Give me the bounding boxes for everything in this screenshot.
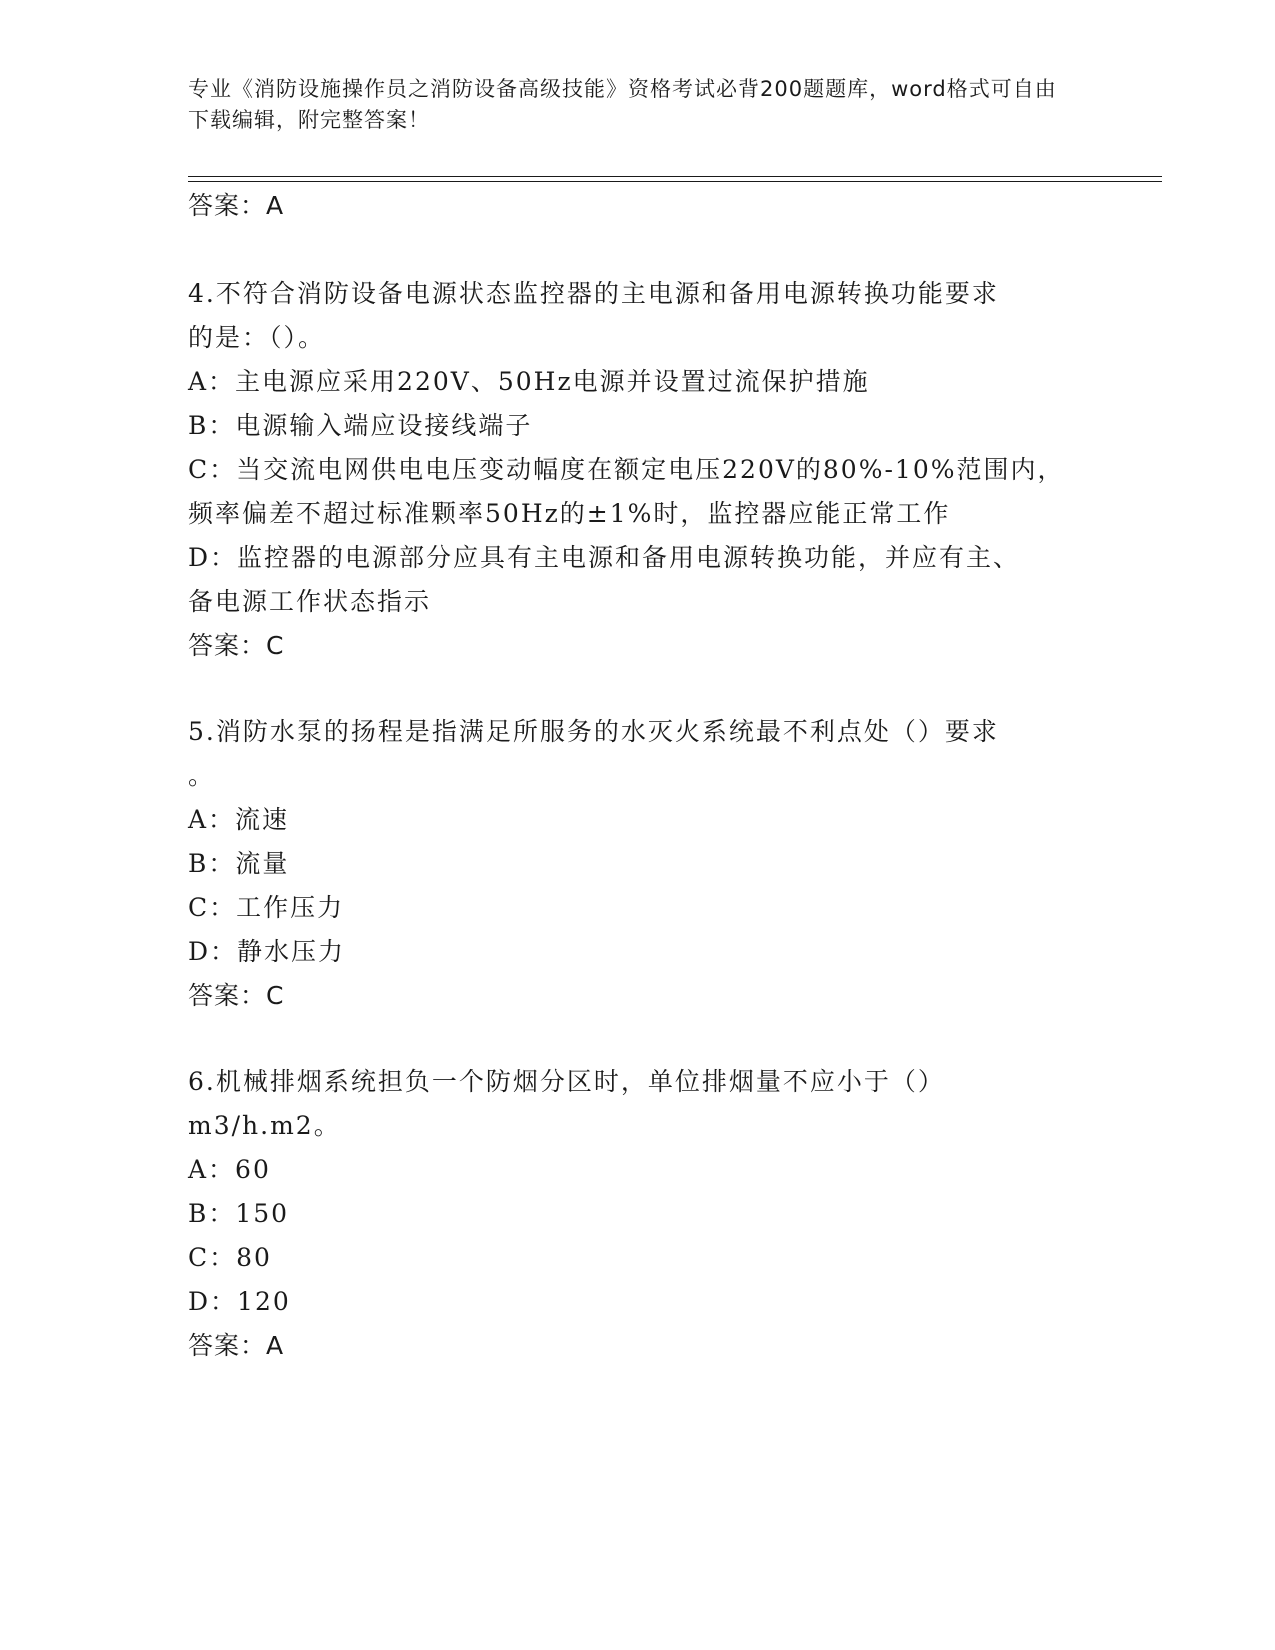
question-5-answer: 答案：C <box>188 981 285 1010</box>
question-5-option-d: D：静水压力 <box>188 937 346 966</box>
question-6-option-c: C：80 <box>188 1243 272 1272</box>
question-4-text-line-1: 4.不符合消防设备电源状态监控器的主电源和备用电源转换功能要求 <box>188 279 999 308</box>
question-4-option-c-line-2: 频率偏差不超过标准颗率50Hz的±1%时，监控器应能正常工作 <box>188 499 951 528</box>
question-6-option-d: D：120 <box>188 1287 291 1316</box>
question-6-option-a: A：60 <box>188 1155 271 1184</box>
question-5-option-c: C：工作压力 <box>188 893 345 922</box>
previous-answer: 答案：A <box>188 191 285 220</box>
question-4-answer: 答案：C <box>188 631 285 660</box>
question-6-text-line-2: m3/h.m2。 <box>188 1111 341 1140</box>
header-rule-bottom <box>188 181 1162 182</box>
question-4-option-d-line-2: 备电源工作状态指示 <box>188 587 432 616</box>
question-6-answer: 答案：A <box>188 1331 285 1360</box>
question-6-text-line-1: 6.机械排烟系统担负一个防烟分区时，单位排烟量不应小于（） <box>188 1067 945 1096</box>
question-4-option-a: A：主电源应采用220V、50Hz电源并设置过流保护措施 <box>188 367 870 396</box>
question-4-option-d-line-1: D：监控器的电源部分应具有主电源和备用电源转换功能，并应有主、 <box>188 543 1021 572</box>
question-5-option-a: A：流速 <box>188 805 290 834</box>
question-5-text-line-2: 。 <box>188 761 216 790</box>
question-4-option-b: B：电源输入端应设接线端子 <box>188 411 533 440</box>
header-rule-top <box>188 176 1162 177</box>
question-6-option-b: B：150 <box>188 1199 290 1228</box>
document-header: 专业《消防设施操作员之消防设备高级技能》资格考试必背200题题库，word格式可自由下载编辑，附完整答案！ <box>188 77 1057 132</box>
question-5-option-b: B：流量 <box>188 849 290 878</box>
question-4-option-c-line-1: C：当交流电网供电电压变动幅度在额定电压220V的80%-10%范围内， <box>188 455 1065 484</box>
question-5-text-line-1: 5.消防水泵的扬程是指满足所服务的水灭火系统最不利点处（）要求 <box>188 717 999 746</box>
question-4-text-line-2: 的是：（）。 <box>188 323 326 352</box>
